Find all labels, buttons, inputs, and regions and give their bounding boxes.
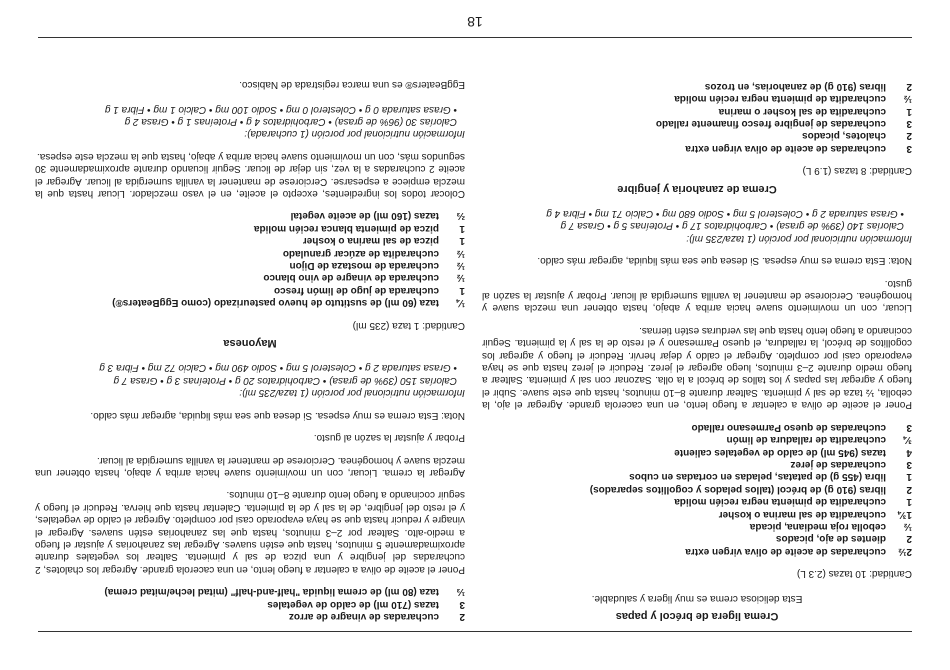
ingredient-qty: 1 — [459, 222, 465, 234]
ingredient-qty: ½ — [456, 247, 465, 259]
nutrition-line: • Grasa saturada 0 g • Colesterol 0 mg • Sodio 100 mg • Calcio 1 mg • Fibra 1 g — [104, 103, 457, 115]
ingredient-text: tazas (160 ml) de aceite vegetal — [290, 210, 439, 222]
ingredient-qty: 1 — [906, 471, 912, 483]
ingredient-text: cucharada de mostaza de Dijon — [289, 260, 439, 272]
ingredient-line — [35, 610, 465, 622]
ingredient-line — [35, 234, 465, 246]
nutrition-line: Calorías 140 (39% de grasa) • Carbohidratos 17 g • Proteínas 5 g • Grasa 7 g — [560, 220, 904, 232]
nutrition-line: • Grasa saturada 2 g • Colesterol 5 mg • Sodio 490 mg • Calcio 72 mg • Fibra 3 g — [99, 362, 457, 374]
nutrition-label: Información nutricional por porción (1 taza/235 ml): — [686, 232, 912, 244]
ingredient-list-mayo — [35, 209, 465, 308]
ingredient-qty: 3 — [906, 142, 912, 154]
ingredient-line — [482, 495, 912, 507]
ingredient-text: libras (910 g) de brécol (tallos pelados y cogollitos separados) — [589, 483, 886, 495]
trademark-note: EggBeaters® es una marca registrada de Nabisco. — [239, 79, 465, 91]
recipe-title-mayo: Mayonesa — [223, 337, 277, 350]
ingredient-line — [35, 246, 465, 258]
recipe-title-carrot: Crema de zanahoria y jengibre — [617, 182, 777, 195]
ingredient-line — [482, 532, 912, 544]
ingredient-qty: ¼ — [456, 297, 465, 309]
ingredient-line — [35, 221, 465, 233]
nutrition-label: Información nutricional por porción (1 cucharada): — [244, 128, 465, 140]
ingredient-text: libras (910 g) de zanahorias, en trozos — [704, 80, 886, 92]
ingredient-list-carrot — [482, 79, 912, 153]
ingredient-text: chalotes, picados — [802, 130, 886, 142]
ingredient-text: taza (60 ml) de sustituto de huevo pasteurizado (como EggBeaters®) — [112, 297, 439, 309]
ingredient-line — [35, 209, 465, 221]
ingredient-text: cucharadas de aceite de oliva virgen extra — [685, 545, 886, 557]
ingredient-qty: 2 — [459, 611, 465, 622]
nutrition-line: Calorías 30 (96% de grasa) • Carbohidratos 4 g • Proteínas 1 g • Grasa 2 g — [124, 116, 457, 127]
blend-paragraph: Agregar la crema. Licuar, con un movimiento suave hacia arriba y abajo, hasta obtener una mezcla suave y homogénea. Cerciorese de mantener la vanilla sumergida al licuar. — [35, 454, 465, 478]
ingredient-line — [482, 129, 912, 141]
recipe-subtitle: Esta deliciosa crema es muy ligera y saludable. — [591, 592, 803, 604]
ingredient-qty: 1 — [459, 235, 465, 247]
ingredient-text: cucharadita de ralladura de limón — [726, 434, 886, 446]
ingredient-qty: 1 — [906, 105, 912, 117]
ingredient-line — [35, 597, 465, 609]
recipe-yield: Cantidad: 8 tazas (1.9 L) — [802, 165, 912, 177]
ingredient-qty: ⅔ — [456, 210, 465, 222]
ingredient-qty: 2½ — [898, 545, 912, 557]
recipe-note: Nota: Esta crema es muy espesa. Si desea que sea más liquida, agregar más caldo. — [537, 255, 912, 267]
ingredient-text: pizca de sal marina o kosher — [302, 235, 439, 247]
ingredient-line — [482, 104, 912, 116]
ingredient-qty: 3 — [906, 458, 912, 470]
ingredient-line — [482, 117, 912, 129]
ingredient-text: libra (455 g) de patatas, peladas en cortadas en cubos — [629, 471, 886, 483]
ingredient-text: taza (80 ml) de crema liquida "half-and-half" (mitad leche/mitad crema) — [104, 586, 439, 598]
ingredient-line — [482, 445, 912, 457]
ingredient-text: cucharadita de sal marina o kosher — [718, 508, 886, 520]
ingredient-list-carrot-cont — [35, 585, 465, 622]
ingredient-qty: 2 — [906, 533, 912, 545]
page-number: 18 — [467, 14, 483, 30]
ingredient-line — [482, 420, 912, 432]
nutrition-label: Información nutricional por porción (1 taza/235 ml): — [239, 387, 465, 399]
ingredient-text: cucharada de vinagre de vino blanco — [263, 272, 439, 284]
ingredient-line — [35, 283, 465, 295]
ingredient-text: cucharadita de sal kosher o marina — [718, 105, 886, 117]
recipe-yield: Cantidad: 10 tazas (2.3 L) — [796, 568, 912, 580]
method-paragraph: Poner el aceite de oliva a calentar a fuego lento, en una cacerola grande. Agregar los chalotes, 2 cucharadas del jengibre y una pizca de sal y pimienta. Saltear los vegetales durante aproximadamente 5 minutos, hasta que estén suaves. Agregar las zanahorias y ajustar el fuego a medio-alto. Saltear por 2–3 minutos, hasta que las zanahorias estén suaves. Agregar el vinagre y reducir hasta que se haya evaporado casi por completo. Agregar el caldo de vegetales, y el resto del jengibre, de la sal y de la pimienta. Calentar hasta que hierva. Reducir el fuego y seguir cocinando a fuego lento durante 8–10 minutos. — [35, 489, 465, 575]
ingredient-qty: 2 — [906, 130, 912, 142]
ingredient-qty: 1 — [459, 284, 465, 296]
ingredient-list-broccoli — [482, 420, 912, 556]
recipe-title-broccoli: Crema ligera de brécol y papas — [615, 610, 779, 622]
ingredient-qty: 4 — [906, 446, 912, 458]
nutrition-line: • Grasa saturada 2 g • Colesterol 5 mg • Sodio 680 mg • Calcio 71 mg • Fibra 4 g — [546, 208, 904, 220]
ingredient-text: cucharadita de pimienta negra recién molida — [674, 93, 886, 105]
left-column — [482, 69, 912, 622]
recipe-note: Nota: Esta crema es muy espesa. Si desea que sea más liquida, agregar más caldo. — [90, 409, 465, 421]
ingredient-line — [482, 470, 912, 482]
bottom-rule — [38, 631, 912, 632]
ingredient-line — [482, 544, 912, 556]
ingredient-line — [35, 296, 465, 308]
ingredient-text: cucharadita de pimienta negra recién molida — [674, 496, 886, 508]
ingredient-line — [35, 259, 465, 271]
recipe-yield: Cantidad: 1 taza (235 ml) — [352, 319, 465, 331]
ingredient-qty: 1¾ — [898, 508, 912, 520]
ingredient-text: cucharadita de azúcar granulado — [282, 247, 439, 259]
ingredient-text: cucharada de jugo de limón fresco — [273, 284, 439, 296]
ingredient-qty: 3 — [459, 598, 465, 610]
blend-paragraph: Licuar, con un movimiento suave hacia arriba y abajo, hasta obtener una mezcla suave y homogénea. Cerciorese de mantener la vanilla sumergida al licuar. Probar y ajustar la sazón al gusto. — [482, 277, 912, 314]
ingredient-line — [482, 79, 912, 91]
ingredient-qty: ½ — [456, 272, 465, 284]
ingredient-text: pizca de pimienta blanca recién molida — [253, 222, 439, 234]
ingredient-qty: ⅓ — [456, 586, 465, 598]
ingredient-line — [482, 92, 912, 104]
method-paragraph: Colocar todos los ingredientes, excepto el aceite, en el vaso mezclador. Licuar hasta que la mezcla empiece a espesarse. Cerciorese de mantener la vanilla sumergida al licuar. Agregar el aceite 2 cucharadas a la vez, sin dejar de licuar. Seguir licuando durante aproximadamente 30 segundos más, con un movimiento suave hacia arriba y abajo, hasta que la mezcla este espesa. — [35, 150, 465, 200]
ingredient-text: cucharadas de vinagre de arroz — [288, 611, 439, 622]
ingredient-text: cucharadas de jengibre fresco finamente rallado — [655, 118, 886, 129]
ingredient-line — [482, 520, 912, 532]
ingredient-qty: ½ — [456, 260, 465, 272]
ingredient-qty: 2 — [906, 80, 912, 92]
ingredient-qty: ¾ — [903, 434, 912, 446]
nutrition-line: Calorías 150 (39% de grasa) • Carbohidratos 20 g • Proteínas 3 g • Grasa 7 g — [113, 374, 457, 386]
ingredient-text: tazas (945 ml) de caldo de vegetales caliente — [674, 446, 886, 458]
ingredient-qty: 3 — [906, 118, 912, 129]
ingredient-line — [482, 433, 912, 445]
ingredient-line — [35, 585, 465, 597]
ingredient-line — [482, 482, 912, 494]
ingredient-qty: ½ — [903, 520, 912, 532]
ingredient-qty: 2 — [906, 483, 912, 495]
top-rule — [38, 37, 912, 38]
ingredient-text: cebolla roja mediana, picada — [749, 520, 886, 532]
method-paragraph: Poner el aceite de oliva a calentar a fuego lento, en una cacerola grande. Agregar el ajo, la cebolla, ½ taza de sal y pimienta. Saltear durante 8–10 minutos, hasta que este suave. Subir el fuego y agregar las papas y los tallos de brécol a la olla. Sazonar con sal y pimienta. Saltear a fuego medio durante 2–3 minutos, luego agregar el jerez. Reducir el jerez hasta que se haya evaporado casi por completo. Agregar el caldo y dejar hervir. Reducir el fuego y agregar los cogollitos de brécol, la ralladura, el queso Parmesano y el resto de la sal y la pimienta. Seguir cocinando a fuego lento hasta que las verduras estén tiernas. — [482, 324, 912, 411]
ingredient-text: cucharadas de jerez — [790, 458, 886, 470]
ingredient-line — [35, 271, 465, 283]
ingredient-line — [482, 458, 912, 470]
ingredient-qty: ½ — [903, 93, 912, 105]
ingredient-text: tazas (710 ml) de caldo de vegetales — [267, 598, 439, 610]
ingredient-qty: 1 — [906, 496, 912, 508]
ingredient-line — [482, 141, 912, 153]
ingredient-text: cucharadas de aceite de oliva virgen extra — [685, 142, 886, 154]
ingredient-text: cucharadas de queso Parmesano rallado — [691, 421, 886, 433]
ingredient-line — [482, 507, 912, 519]
ingredient-qty: 3 — [906, 421, 912, 433]
ingredient-text: dientes de ajo, picados — [775, 533, 886, 545]
taste-paragraph: Probar y ajustar la sazón al gusto. — [313, 432, 465, 444]
right-column — [35, 68, 465, 622]
